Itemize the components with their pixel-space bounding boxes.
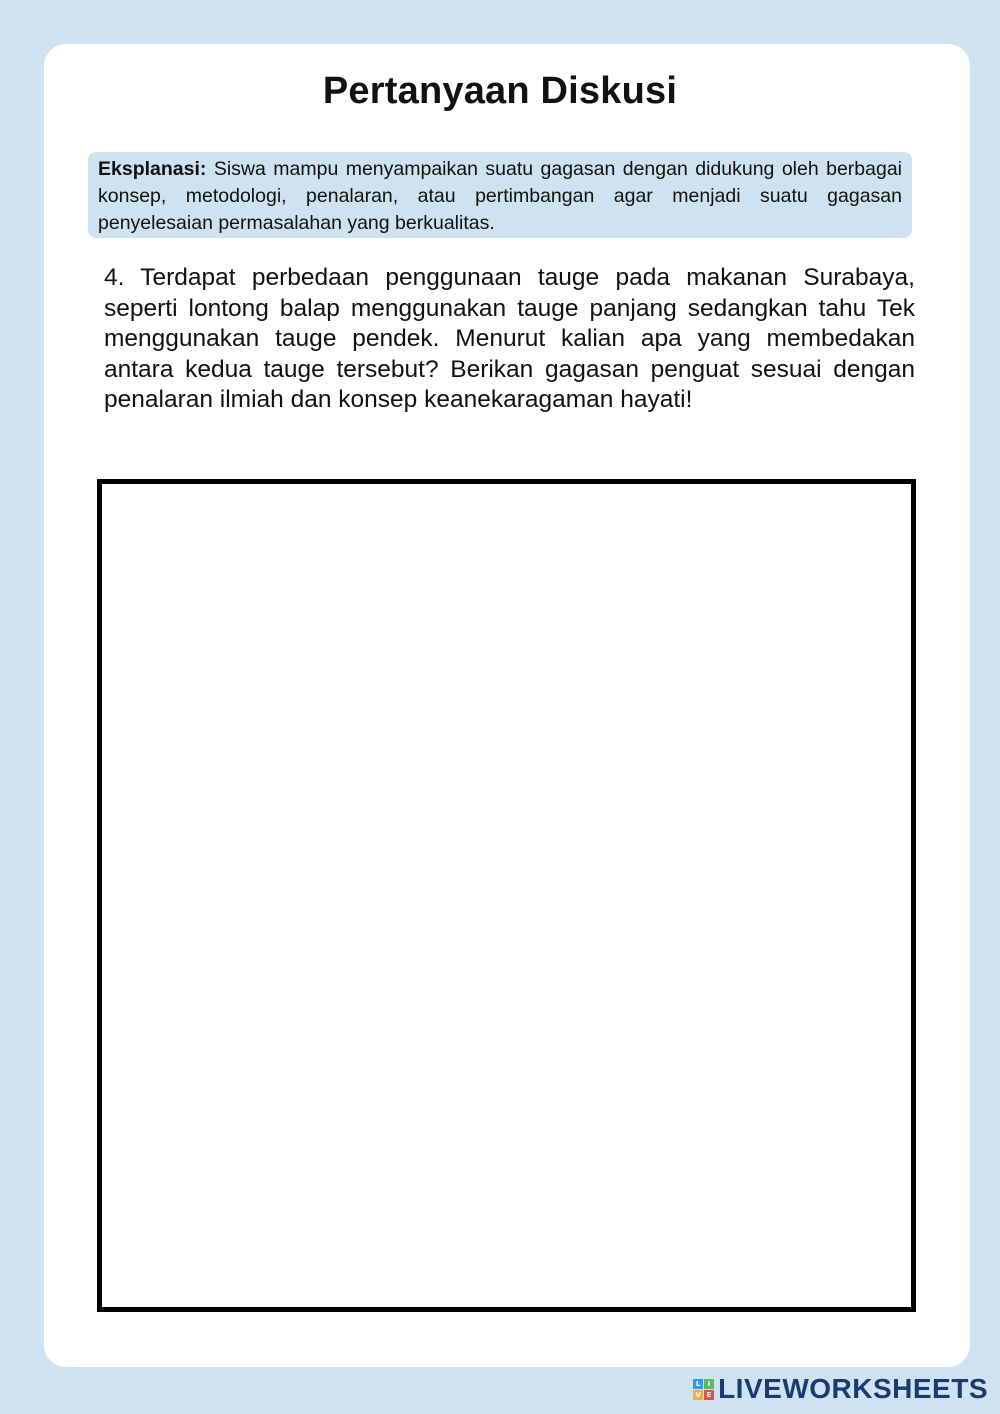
answer-box[interactable] [97, 479, 916, 1312]
explanation-text: Siswa mampu menyampaikan suatu gagasan dengan didukung oleh berbagai konsep, metodologi, penalaran, atau pertimbangan agar menjadi suatu gagasan penyelesaian permasalahan yang berkualitas. [98, 158, 903, 234]
brand-name: LIVEWORKSHEETS [718, 1373, 988, 1404]
logo-letter-l: L [693, 1379, 703, 1389]
liveworksheets-logo-icon [693, 1379, 714, 1400]
question-text: 4. Terdapat perbedaan penggunaan tauge pada makanan Surabaya, seperti lontong balap menggunakan tauge panjang sedangkan tahu Tek menggunakan tauge pendek. Menurut kalian apa yang membedakan antara kedua tauge tersebut? Berikan gagasan penguat sesuai dengan penalaran ilmiah dan konsep keanekaragaman hayati! [104, 264, 915, 413]
logo-letter-i: I [704, 1379, 714, 1389]
page-title: Pertanyaan Diskusi [322, 70, 678, 112]
brand-footer [693, 1374, 988, 1404]
explanation-box [88, 152, 912, 238]
explanation-label: Eksplanasi: [98, 158, 207, 180]
logo-letter-e: E [704, 1390, 714, 1400]
logo-letter-v: V [693, 1390, 703, 1400]
